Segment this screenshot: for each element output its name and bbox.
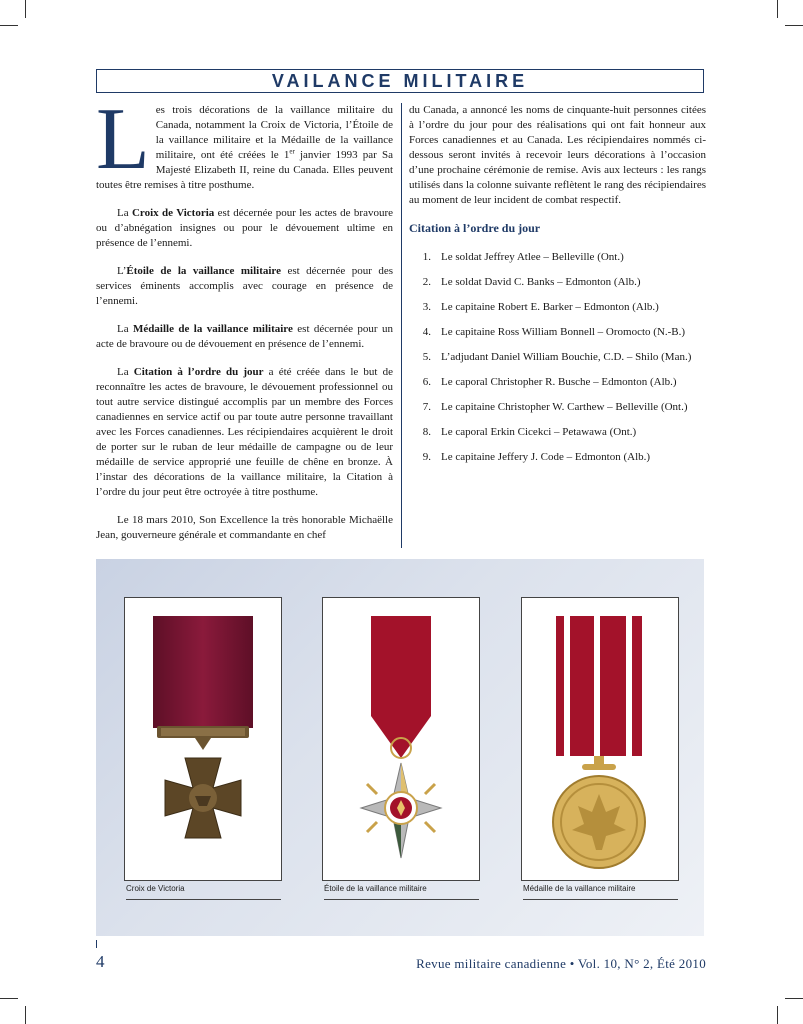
page-title: VAILANCE MILITAIRE: [271, 70, 529, 91]
list-item: 2. Le soldat David C. Banks – Edmonton (Alb.): [422, 276, 641, 288]
crop-mark: [777, 0, 778, 18]
drop-cap: L: [96, 91, 150, 188]
medal-frame-star: [322, 597, 480, 881]
left-column: [96, 91, 394, 556]
page-number: 4: [96, 952, 105, 971]
crop-mark: [25, 1006, 26, 1024]
list-item: 8. Le caporal Erkin Cicekci – Petawawa (Ont.): [422, 426, 637, 438]
list-item: 9. Le capitaine Jeffery J. Code – Edmonton (Alb.): [422, 451, 651, 463]
list-item: 5. L’adjudant Daniel William Bouchie, C.D. – Shilo (Man.): [422, 351, 692, 363]
list-item: 3. Le capitaine Robert E. Barker – Edmonton (Alb.): [422, 301, 659, 313]
list-item: 4. Le capitaine Ross William Bonnell – Oromocto (N.-B.): [422, 326, 686, 338]
date-paragraph: Le 18 mars 2010, Son Excellence la très honorable Michaëlle Jean, gouverneure générale et commandante en chef: [96, 514, 393, 541]
citations-heading: Citation à l’ordre du jour: [409, 221, 541, 235]
citation-paragraph: La Citation à l’ordre du jour a été créée dans le but de reconnaître les actes de bravoure, le dévouement professionnel ou tout autre service distingué accomplis par un membre des Forces canadiennes en service actif ou par toute autre personne travaillant avec les Forces canadiennes. Les récipiendaires acquièrent le droit de porter sur le ruban de leur médaille de campagne ou de leur médaille de service approprié une feuille de chêne en bronze. À l’instar des décorations de la vaillance militaire, la Citation à l’ordre du jour peut être octroyée à titre posthume.: [96, 366, 393, 498]
crop-mark: [25, 0, 26, 18]
column-divider: [401, 103, 402, 548]
crop-mark: [777, 1006, 778, 1024]
medal-military-valour-icon: [522, 598, 678, 880]
list-item: 1. Le soldat Jeffrey Atlee – Belleville (Ont.): [422, 251, 624, 263]
medal-panel: [96, 559, 704, 936]
intro-paragraph: Les trois décorations de la vaillance militaire du Canada, notamment la Croix de Victoria, l’Étoile de la vaillance militaire et la Médaille de la vaillance militaire, ont été créées le 1er janvier 1993 par Sa Majesté Elizabeth II, reine du Canada. Elles peuvent toutes être remises à titre posthume.: [96, 91, 393, 191]
crop-mark: [785, 998, 803, 999]
continuation-paragraph: du Canada, a annoncé les noms de cinquante-huit personnes citées à l’ordre du jour pour des réalisations qui ont fait honneur aux Forces canadiennes et au Canada. Les récipiendaires nommés ci-dessous seront invités à recevoir leurs décorations à l’occasion d’une prochaine cérémonie de remise. Avis aux lecteurs : les rangs utilisés dans la colonne suivante reflètent le rang des récipiendaires au moment de leur incident de combat respectif.: [409, 104, 706, 206]
running-title: Revue militaire canadienne • Vol. 10, N° 2, Été 2010: [416, 956, 706, 971]
caption-medal: Médaille de la vaillance militaire: [523, 884, 678, 900]
victoria-cross-icon: [125, 598, 281, 880]
star-paragraph: L’Étoile de la vaillance militaire est décernée pour des services éminents accomplis avec courage en présence de l’ennemi.: [96, 265, 393, 307]
crop-mark: [0, 998, 18, 999]
medal-paragraph: La Médaille de la vaillance militaire est décernée pour un acte de bravoure ou de dévouement en présence de l’ennemi.: [96, 323, 393, 350]
victoria-cross-paragraph: La Croix de Victoria est décernée pour les actes de bravoure ou d’abnégation insignes ou pour le dévouement ultime en présence de l’ennemi.: [96, 207, 394, 249]
crop-mark: [785, 25, 803, 26]
medal-frame-victoria-cross: [124, 597, 282, 881]
page-title-box: [96, 69, 704, 93]
list-item: 7. Le capitaine Christopher W. Carthew – Belleville (Ont.): [422, 401, 688, 413]
star-military-valour-icon: [323, 598, 479, 880]
crop-mark: [0, 25, 18, 26]
margin-rule: [96, 940, 97, 948]
right-column: [409, 103, 706, 475]
citations-list: [409, 250, 706, 465]
caption-victoria-cross: Croix de Victoria: [126, 884, 281, 900]
caption-star: Étoile de la vaillance militaire: [324, 884, 479, 900]
medal-frame-medal: [521, 597, 679, 881]
list-item: 6. Le caporal Christopher R. Busche – Edmonton (Alb.): [422, 376, 677, 388]
